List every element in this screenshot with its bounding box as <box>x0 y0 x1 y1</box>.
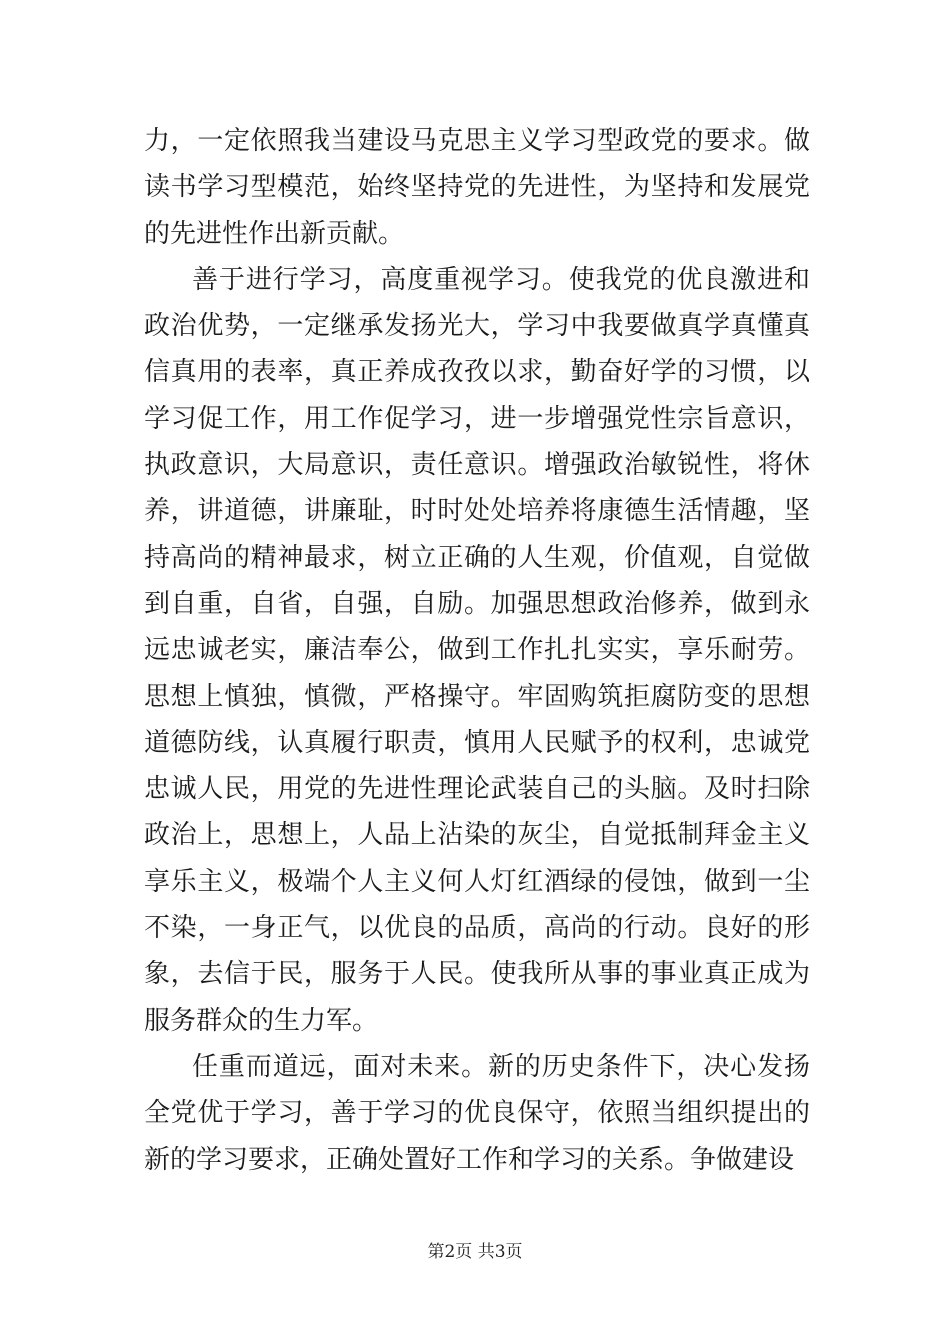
text-line: 全党优于学习，善于学习的优良保守，依照当组织提出的 <box>144 1098 810 1129</box>
text-line: 象，去信于民，服务于人民。使我所从事的事业真正成为 <box>144 959 810 990</box>
text-line: 养，讲道德，讲廉耻，时时处处培养将康德生活情趣，坚 <box>144 496 810 527</box>
text-line: 的先进性作出新贡献。 <box>144 218 405 249</box>
document-body <box>144 118 810 1183</box>
text-line: 善于进行学习，高度重视学习。使我党的优良激进和 <box>192 264 810 295</box>
paragraph <box>144 118 810 257</box>
paragraph <box>144 1044 810 1183</box>
text-line: 政治优势，一定继承发扬光大，学习中我要做真学真懂真 <box>144 311 810 342</box>
text-line: 信真用的表率，真正养成孜孜以求，勤奋好学的习惯，以 <box>144 357 810 388</box>
text-line: 学习促工作，用工作促学习，进一步增强党性宗旨意识， <box>144 403 810 434</box>
text-line: 忠诚人民，用党的先进性理论武装自己的头脑。及时扫除 <box>144 774 810 805</box>
text-line: 政治上，思想上，人品上沾染的灰尘，自觉抵制拜金主义 <box>144 820 810 851</box>
text-line: 持高尚的精神最求，树立正确的人生观，价值观，自觉做 <box>144 542 810 573</box>
text-line: 任重而道远，面对未来。新的历史条件下，决心发扬 <box>192 1051 810 1082</box>
text-line: 读书学习型模范，始终坚持党的先进性，为坚持和发展党 <box>144 172 810 203</box>
text-line: 服务群众的生力军。 <box>144 1005 379 1036</box>
text-line: 远忠诚老实，廉洁奉公，做到工作扎扎实实，享乐耐劳。 <box>144 635 810 666</box>
text-line: 道德防线，认真履行职责，慎用人民赋予的权利，忠诚党 <box>144 727 810 758</box>
text-line: 到自重，自省，自强，自励。加强思想政治修养，做到永 <box>144 588 810 619</box>
text-line: 执政意识，大局意识，责任意识。增强政治敏锐性，将休 <box>144 450 810 481</box>
text-line: 享乐主义，极端个人主义何人灯红酒绿的侵蚀，做到一尘 <box>144 866 810 897</box>
page-footer: 第2页 共3页 <box>427 1242 523 1262</box>
text-line: 不染，一身正气，以优良的品质，高尚的行动。良好的形 <box>144 913 810 944</box>
text-line: 力，一定依照我当建设马克思主义学习型政党的要求。做 <box>144 126 810 156</box>
text-line: 新的学习要求，正确处置好工作和学习的关系。争做建设 <box>144 1144 795 1175</box>
text-line: 思想上慎独，慎微，严格操守。牢固购筑拒腐防变的思想 <box>144 681 810 712</box>
paragraph <box>144 257 810 1044</box>
